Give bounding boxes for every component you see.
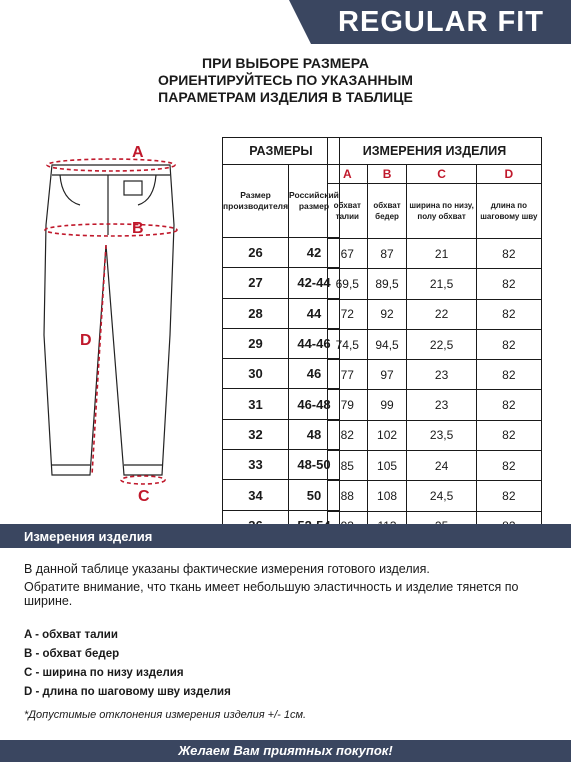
col-letter-b: B — [367, 165, 407, 184]
table-row — [328, 299, 542, 329]
table-cell: 82 — [476, 269, 541, 299]
table-row — [223, 238, 340, 268]
table-cell: 23 — [407, 360, 476, 390]
table-cell: 97 — [367, 360, 407, 390]
table-cell: 48-50 — [289, 450, 340, 480]
table-cell: 21 — [407, 239, 476, 269]
col-letter-a: A — [328, 165, 368, 184]
table-cell: 108 — [367, 481, 407, 511]
table-cell: 67 — [328, 239, 368, 269]
table-cell: 33 — [223, 450, 289, 480]
col-russian-size: Российский размер — [289, 165, 340, 238]
table-row — [223, 389, 340, 419]
table-row — [223, 419, 340, 449]
sizes-title: РАЗМЕРЫ — [223, 138, 340, 165]
table-cell: 102 — [367, 420, 407, 450]
table-row — [328, 481, 542, 511]
col-manufacturer-size: Размер производителя — [223, 165, 289, 238]
table-row — [328, 329, 542, 359]
table-cell: 21,5 — [407, 269, 476, 299]
col-label-inseam: длина по шаговому шву — [476, 184, 541, 239]
measurement-legend — [24, 626, 231, 702]
table-cell: 46-48 — [289, 389, 340, 419]
table-cell: 94,5 — [367, 329, 407, 359]
legend-item: B - обхват бедер — [24, 648, 120, 660]
headline-line: ПРИ ВЫБОРЕ РАЗМЕРА — [202, 55, 369, 71]
table-cell: 48 — [289, 419, 340, 449]
table-row — [223, 450, 340, 480]
table-cell: 24,5 — [407, 481, 476, 511]
table-cell: 88 — [328, 481, 368, 511]
table-cell: 87 — [367, 239, 407, 269]
measurements-title: ИЗМЕРЕНИЯ ИЗДЕЛИЯ — [328, 138, 542, 165]
table-cell: 82 — [328, 420, 368, 450]
label-c: C — [138, 488, 150, 505]
table-row — [328, 420, 542, 450]
pants-outline — [44, 165, 174, 475]
description-text: В данной таблице указаны фактические измерения готового изделия. — [24, 562, 430, 576]
table-cell: 82 — [476, 420, 541, 450]
table-cell: 79 — [328, 390, 368, 420]
table-cell: 82 — [476, 481, 541, 511]
table-cell: 82 — [476, 329, 541, 359]
legend-item: A - обхват талии — [24, 629, 118, 641]
table-cell: 44 — [289, 298, 340, 328]
table-row — [223, 480, 340, 510]
table-cell: 34 — [223, 480, 289, 510]
table-cell: 29 — [223, 328, 289, 358]
col-label-hem: ширина по низу, полу обхват — [407, 184, 476, 239]
label-b: B — [132, 220, 144, 237]
table-cell: 85 — [328, 451, 368, 481]
headline-line: ОРИЕНТИРУЙТЕСЬ ПО УКАЗАННЫМ — [158, 72, 413, 88]
measurements-table — [327, 137, 542, 542]
table-cell: 82 — [476, 299, 541, 329]
elasticity-note: Обратите внимание, что ткань имеет небольшую эластичность и изделие тянется по ширине. — [24, 580, 519, 608]
table-cell: 42-44 — [289, 268, 340, 298]
table-cell: 74,5 — [328, 329, 368, 359]
table-cell: 99 — [367, 390, 407, 420]
table-cell: 105 — [367, 451, 407, 481]
table-cell: 31 — [223, 389, 289, 419]
table-cell: 69,5 — [328, 269, 368, 299]
instruction-headline — [0, 55, 571, 106]
hip-measure-line — [45, 224, 177, 236]
hem-measure-line — [121, 476, 165, 484]
table-cell: 42 — [289, 238, 340, 268]
sizes-table — [222, 137, 340, 541]
col-letter-d: D — [476, 165, 541, 184]
legend-item: D - длина по шаговому шву изделия — [24, 686, 231, 698]
footer-banner: Желаем Вам приятных покупок! — [0, 740, 571, 762]
table-cell: 46 — [289, 359, 340, 389]
table-cell: 22,5 — [407, 329, 476, 359]
table-row — [223, 298, 340, 328]
col-label-hips: обхват бедер — [367, 184, 407, 239]
table-cell: 77 — [328, 360, 368, 390]
table-cell: 23,5 — [407, 420, 476, 450]
label-a: A — [132, 144, 144, 161]
table-row — [223, 268, 340, 298]
pants-diagram — [20, 135, 210, 510]
col-letter-c: C — [407, 165, 476, 184]
section-header: Измерения изделия — [0, 524, 571, 548]
table-cell: 82 — [476, 451, 541, 481]
table-cell: 50 — [289, 480, 340, 510]
table-cell: 82 — [476, 360, 541, 390]
table-cell: 28 — [223, 298, 289, 328]
legend-item: C - ширина по низу изделия — [24, 667, 184, 679]
fit-banner: REGULAR FIT — [311, 0, 571, 44]
table-row — [328, 451, 542, 481]
table-row — [328, 239, 542, 269]
table-cell: 27 — [223, 268, 289, 298]
table-row — [328, 390, 542, 420]
table-cell: 92 — [367, 299, 407, 329]
table-row — [328, 269, 542, 299]
table-cell: 72 — [328, 299, 368, 329]
col-label-waist: обхват талии — [328, 184, 368, 239]
headline-line: ПАРАМЕТРАМ ИЗДЕЛИЯ В ТАБЛИЦЕ — [158, 89, 413, 105]
table-row — [223, 328, 340, 358]
table-cell: 22 — [407, 299, 476, 329]
label-d: D — [80, 332, 92, 349]
tolerance-note: *Допустимые отклонения измерения изделия +/- 1см. — [24, 709, 307, 721]
table-cell: 26 — [223, 238, 289, 268]
table-row — [223, 359, 340, 389]
table-cell: 23 — [407, 390, 476, 420]
table-cell: 24 — [407, 451, 476, 481]
table-cell: 89,5 — [367, 269, 407, 299]
table-cell: 32 — [223, 419, 289, 449]
table-cell: 82 — [476, 390, 541, 420]
table-cell: 30 — [223, 359, 289, 389]
table-row — [328, 360, 542, 390]
table-cell: 82 — [476, 239, 541, 269]
table-cell: 44-46 — [289, 328, 340, 358]
